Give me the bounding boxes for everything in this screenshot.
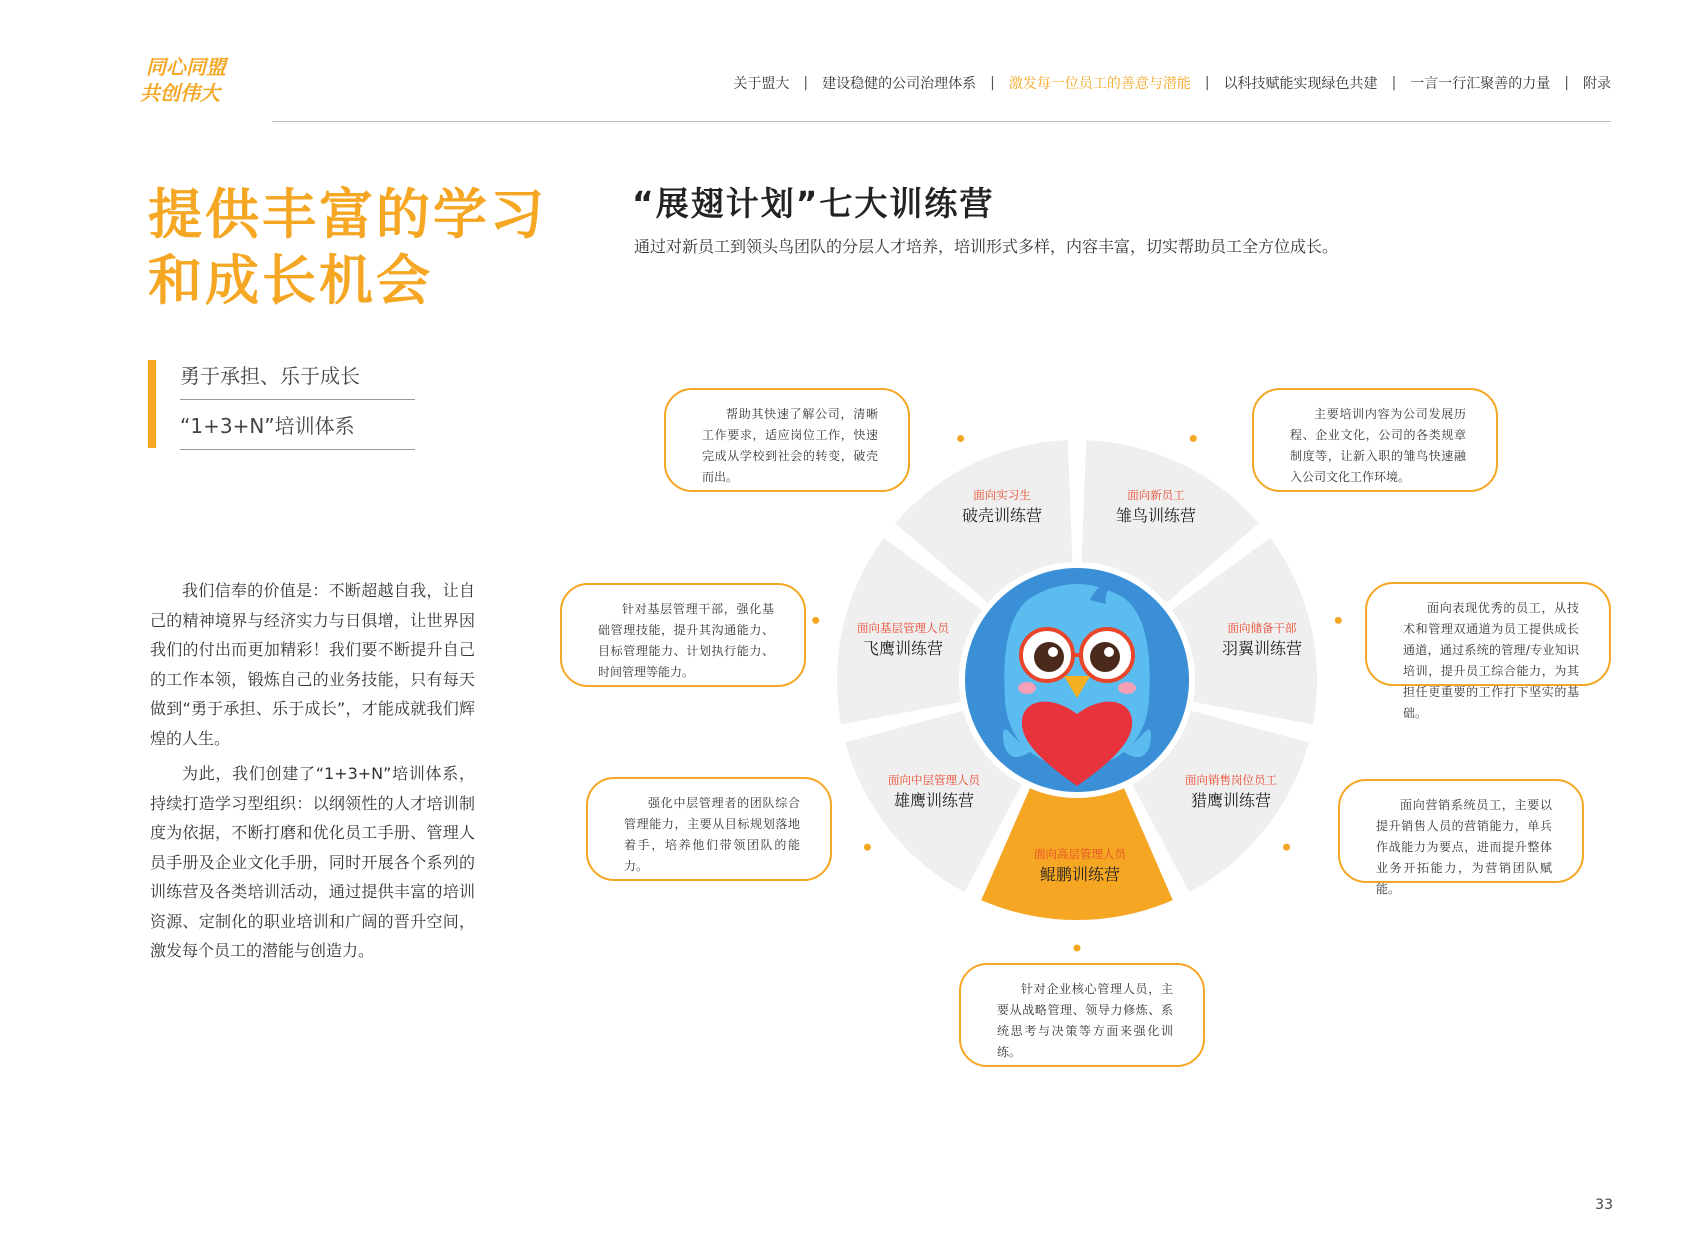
camp-target: 面向新员工 xyxy=(1127,488,1185,502)
camp-name: 鲲鹏训练营 xyxy=(1039,865,1120,884)
camp-name: 雏鸟训练营 xyxy=(1115,506,1196,525)
camp-name: 羽翼训练营 xyxy=(1221,639,1302,658)
nav-item-appendix[interactable]: 附录 xyxy=(1583,76,1611,92)
mascot-eye-left xyxy=(1034,642,1064,672)
camp-desc-feiying: 针对基层管理干部，强化基础管理技能，提升其沟通能力、目标管理能力、计划执行能力、时间管理等能力。 xyxy=(560,583,806,687)
camp-desc-kunpeng: 针对企业核心管理人员，主要从战略管理、领导力修炼、系统思考与决策等方面来强化训练。 xyxy=(959,963,1205,1067)
connector-dot xyxy=(1074,945,1081,952)
section-subtitle: 通过对新员工到领头鸟团队的分层人才培养，培训形式多样，内容丰富，切实帮助员工全方位成长。 xyxy=(634,237,1339,256)
connector-dot xyxy=(1283,844,1290,851)
connector-dot xyxy=(1190,435,1197,442)
tag-grow: 勇于承担、乐于成长 xyxy=(180,360,415,400)
nav-separator: | xyxy=(803,75,809,91)
nav-item-employees[interactable]: 激发每一位员工的善意与潜能 xyxy=(1008,76,1191,92)
body-paragraph-2: 为此，我们创建了“1+3+N”培训体系，持续打造学习型组织：以纲领性的人才培训制度为依据，不断打磨和优化员工手册、管理人员手册及企业文化手册，同时开展各个系列的训练营及各类培训活动，通过提供丰富的培训资源、定制化的职业培训和广阔的晋升空间，激发每个员工的潜能与创造力。 xyxy=(150,764,475,960)
camp-label-chuniao xyxy=(1071,487,1241,529)
camp-label-xiongying xyxy=(849,772,1019,814)
camp-target: 面向中层管理人员 xyxy=(888,773,980,787)
camp-desc-xiongying: 强化中层管理者的团队综合管理能力，主要从目标规划落地着手，培养他们带领团队的能力。 xyxy=(586,777,832,881)
camp-target: 面向基层管理人员 xyxy=(857,621,949,635)
nav-item-governance[interactable]: 建设稳健的公司治理体系 xyxy=(822,76,977,92)
camp-desc-lieying: 面向营销系统员工，主要以提升销售人员的营销能力，单兵作战能力为要点，进而提升整体业务开拓能力，为营销团队赋能。 xyxy=(1338,779,1584,883)
camp-target: 面向实习生 xyxy=(973,488,1031,502)
camp-label-feiying xyxy=(818,620,988,662)
nav-item-green-tech[interactable]: 以科技赋能实现绿色共建 xyxy=(1223,76,1378,92)
connector-dot xyxy=(864,844,871,851)
logo-line-1: 同心同盟 xyxy=(146,55,226,79)
page-title-line-1: 提供丰富的学习 xyxy=(148,183,547,246)
camp-name: 猎鹰训练营 xyxy=(1190,791,1271,810)
mascot-icon xyxy=(965,568,1189,792)
camp-label-yuyi xyxy=(1177,620,1347,662)
nav-item-goodness[interactable]: 一言一行汇聚善的力量 xyxy=(1410,76,1551,92)
nav-separator: | xyxy=(1204,75,1210,91)
page-number: 33 xyxy=(1595,1197,1613,1213)
mascot-eye-right xyxy=(1090,642,1120,672)
body-paragraph-1: 我们信奉的价值是：不断超越自我，让自己的精神境界与经济实力与日俱增，让世界因我们的付出而更加精彩！我们要不断提升自己的工作本领，锻炼自己的业务技能，只有每天做到“勇于承担、乐于成长”，才能成就我们辉煌的人生。 xyxy=(150,581,475,748)
camp-name: 破壳训练营 xyxy=(961,506,1042,525)
camp-label-lieying xyxy=(1146,772,1316,814)
page-title-line-2: 和成长机会 xyxy=(148,249,433,312)
mascot-cheek-left xyxy=(1018,682,1036,694)
tag-training-system: “1+3+N”培训体系 xyxy=(180,410,415,450)
section-title: “展翅计划”七大训练营 xyxy=(632,184,995,223)
camp-target: 面向销售岗位员工 xyxy=(1185,773,1277,787)
camp-name: 雄鹰训练营 xyxy=(893,791,974,810)
nav-separator: | xyxy=(1564,75,1569,91)
camp-desc-chuniao: 主要培训内容为公司发展历程、企业文化，公司的各类规章制度等，让新入职的雏鸟快速融入公司文化工作环境。 xyxy=(1252,388,1498,492)
camp-target: 面向储备干部 xyxy=(1227,621,1297,635)
camp-desc-pokei: 帮助其快速了解公司，清晰工作要求，适应岗位工作，快速完成从学校到社会的转变，破壳而出。 xyxy=(664,388,910,492)
camp-name: 飞鹰训练营 xyxy=(862,639,943,658)
nav-separator: | xyxy=(1391,75,1397,91)
camp-label-pokei xyxy=(917,487,1087,529)
camp-target: 面向高层管理人员 xyxy=(1034,847,1126,861)
nav-separator: | xyxy=(990,75,995,91)
camp-desc-yuyi: 面向表现优秀的员工，从技术和管理双通道为员工提供成长通道，通过系统的管理/专业知识培训，提升员工综合能力，为其担任更重要的工作打下坚实的基础。 xyxy=(1365,582,1611,686)
camp-label-kunpeng xyxy=(995,846,1165,888)
connector-dot xyxy=(957,435,964,442)
nav-item-about[interactable]: 关于盟大 xyxy=(733,76,790,92)
logo-line-2: 共创伟大 xyxy=(140,81,220,105)
mascot-cheek-right xyxy=(1118,682,1136,694)
